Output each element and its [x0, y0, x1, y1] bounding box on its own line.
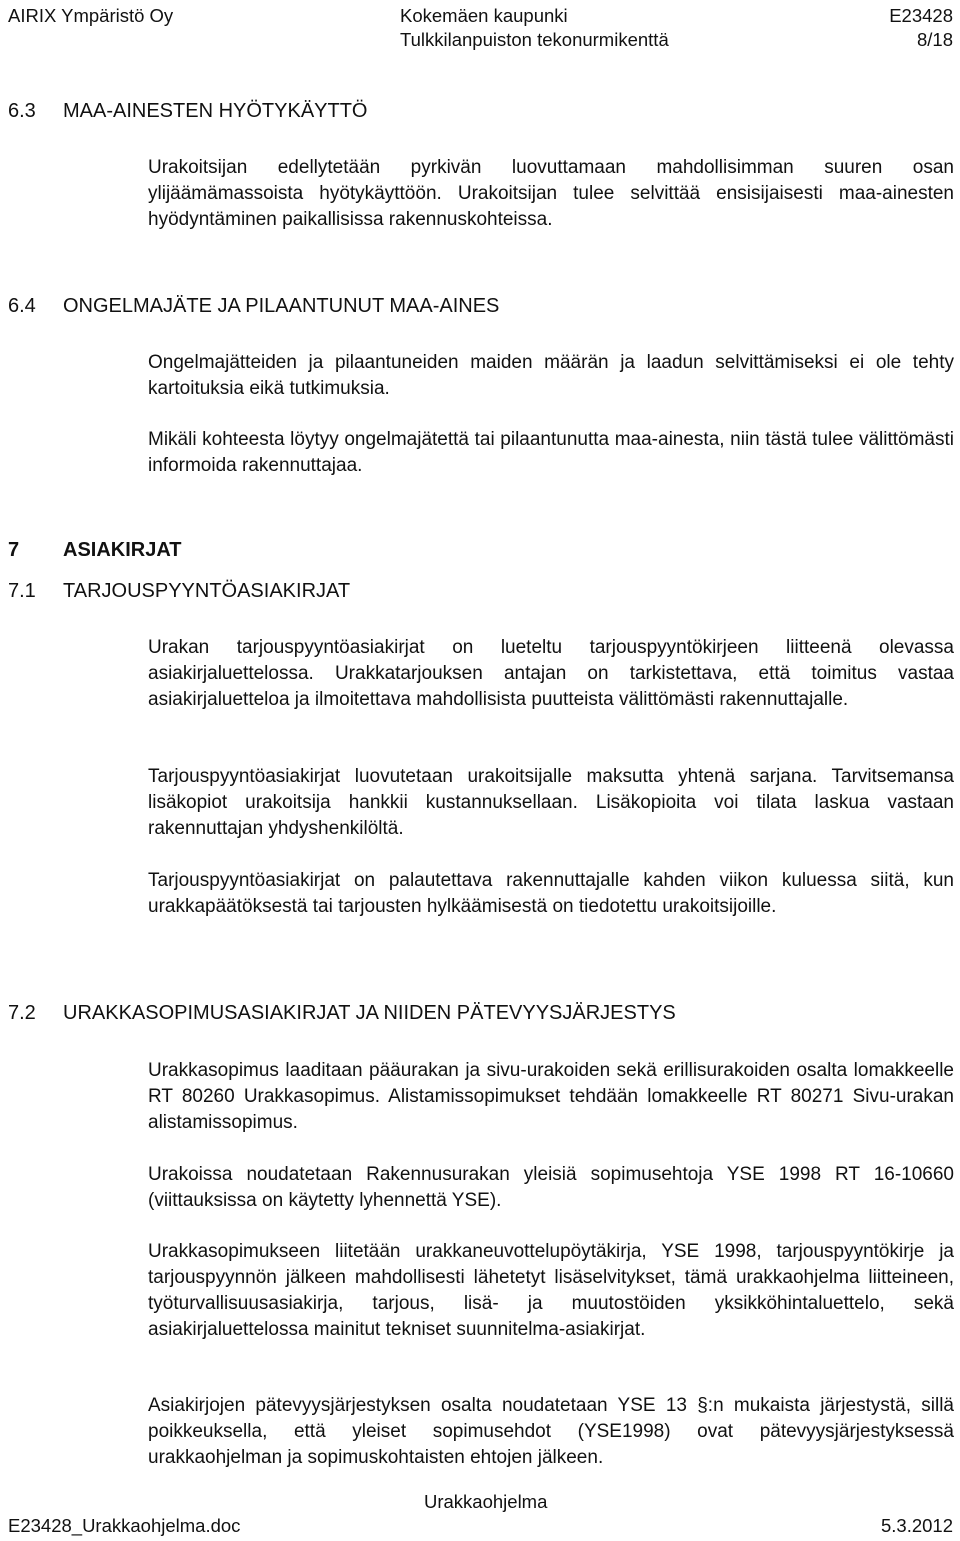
- header-right: [889, 4, 953, 52]
- header-project: Tulkkilanpuiston tekonurmikenttä: [400, 29, 669, 50]
- heading-number: 7.1: [8, 580, 36, 602]
- heading-6-4: [8, 294, 499, 318]
- paragraph: Ongelmajätteiden ja pilaantuneiden maiden määrän ja laadun selvittämiseksi ei ole tehty kartoituksia eikä tutkimuksia.: [148, 352, 954, 399]
- header-page-number: 8/18: [916, 29, 953, 50]
- footer-date: 5.3.2012: [880, 1515, 953, 1536]
- paragraph: Urakoitsijan edellytetään pyrkivän luovuttamaan mahdollisimman suuren osan ylijäämämassoista hyötykäyttöön. Urakoitsijan tulee selvittää ensisijaisesti maa-ainesten hyödyntäminen paikallisissa rakennuskohteissa.: [148, 157, 954, 230]
- heading-title: URAKKASOPIMUSASIAKIRJAT JA NIIDEN PÄTEVYYSJÄRJESTYS: [63, 1002, 676, 1024]
- heading-number: 7.2: [8, 1002, 36, 1024]
- header-doc-code: E23428: [889, 5, 953, 26]
- paragraph: Tarjouspyyntöasiakirjat on palautettava rakennuttajalle kahden viikon kuluessa siitä, kun urakkapäätöksestä tai tarjousten hylkäämisestä on tiedotettu urakoitsijoille.: [148, 870, 954, 917]
- heading-title: ONGELMAJÄTE JA PILAANTUNUT MAA-AINES: [63, 295, 500, 317]
- heading-number: 7: [8, 539, 20, 561]
- paragraph: Urakan tarjouspyyntöasiakirjat on lueteltu tarjouspyyntökirjeen liitteenä olevassa asiakirjaluettelossa. Urakkatarjouksen antajan on tarkistettava, että toimitus vastaa asiakirjaluetteloa ja ilmoitettava mahdollisista puutteista välittömästi rakennuttajalle.: [148, 637, 954, 710]
- heading-7-2: [8, 1001, 676, 1025]
- paragraph: Urakkasopimus laaditaan pääurakan ja sivu-urakoiden sekä erillisurakoiden osalta lomakkeelle RT 80260 Urakkasopimus. Alistamissopimukset tehdään lomakkeelle RT 80271 Sivu-urakan alistamissopimus.: [148, 1060, 954, 1133]
- header-company: AIRIX Ympäristö Oy: [8, 5, 174, 26]
- paragraph: Asiakirjojen pätevyysjärjestyksen osalta noudatetaan YSE 13 §:n mukaista järjestystä, sillä poikkeuksella, että yleiset sopimusehdot (YSE1998) ovat pätevyysjärjestyksessä urakkaohjelman ja sopimuskohtaisten ehtojen jälkeen.: [148, 1395, 954, 1468]
- heading-title: TARJOUSPYYNTÖASIAKIRJAT: [63, 580, 351, 602]
- heading-7-1: [8, 579, 350, 603]
- paragraph: Urakoissa noudatetaan Rakennusurakan yleisiä sopimusehtoja YSE 1998 RT 16-10660 (viittauksissa on käytetty lyhennettä YSE).: [148, 1164, 954, 1211]
- header-center: [400, 4, 669, 52]
- heading-number: 6.4: [8, 295, 36, 317]
- paragraph: Mikäli kohteesta löytyy ongelmajätettä tai pilaantunutta maa-ainesta, niin tästä tulee välittömästi informoida rakennuttajaa.: [148, 429, 954, 476]
- paragraph: Tarjouspyyntöasiakirjat luovutetaan urakoitsijalle maksutta yhtenä sarjana. Tarvitsemansa lisäkopiot urakoitsija hankkii kustannuksellaan. Lisäkopioita voi tilata laskua vastaan rakennuttajan yhdyshenkilöltä.: [148, 766, 954, 839]
- heading-number: 6.3: [8, 100, 36, 122]
- heading-7: [8, 538, 182, 562]
- heading-6-3: [8, 99, 367, 123]
- footer-filename: E23428_Urakkaohjelma.doc: [8, 1515, 241, 1536]
- header-client: Kokemäen kaupunki: [400, 5, 568, 26]
- heading-title: MAA-AINESTEN HYÖTYKÄYTTÖ: [63, 100, 368, 122]
- footer-doc-title: Urakkaohjelma: [424, 1491, 548, 1512]
- paragraph: Urakkasopimukseen liitetään urakkaneuvottelupöytäkirja, YSE 1998, tarjouspyyntökirje ja tarjouspyynnön jälkeen mahdollisesti lähetetyt lisäselvitykset, tämä urakkaohjelma liitteineen, työturvallisuusasiakirja, tarjous, lisä- ja muutostöiden yksikköhintaluettelo, sekä asiakirjaluettelossa mainitut tekniset suunnitelma-asiakirjat.: [148, 1241, 954, 1340]
- heading-title: ASIAKIRJAT: [63, 539, 182, 561]
